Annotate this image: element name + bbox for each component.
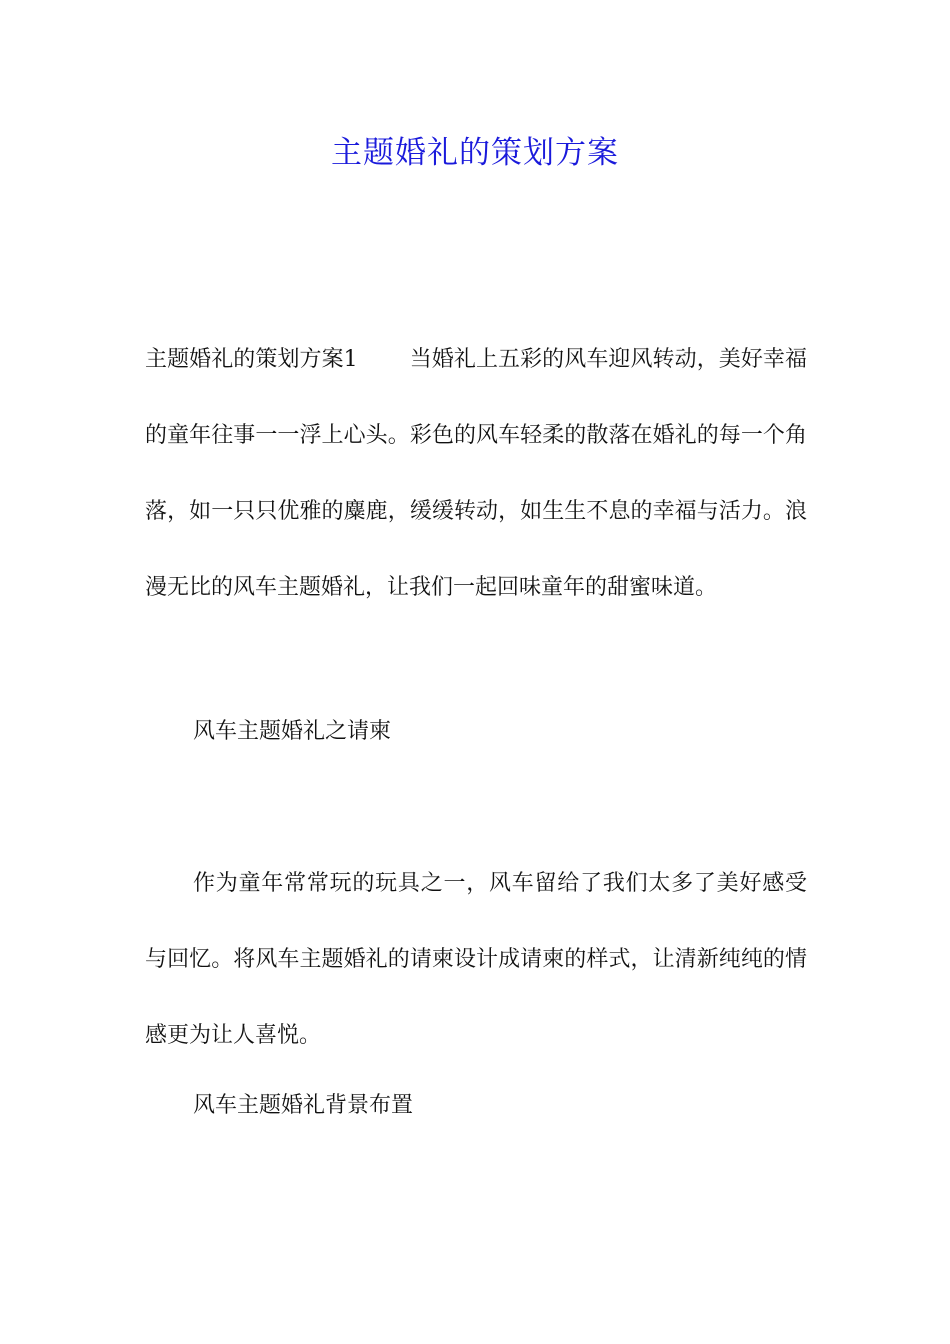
section-heading-invitation: 风车主题婚礼之请柬 [193,719,392,744]
paragraph-text: 当婚礼上五彩的风车迎风转动，美好幸福的童年往事一一浮上心头。彩色的风车轻柔的散落在婚礼的每一个角落，如一只只优雅的麋鹿，缓缓转动，如生生不息的幸福与活力。浪漫无比的风车主题婚礼，让我们一起回味童年的甜蜜味道。 [145,347,807,600]
section-heading-background: 风车主题婚礼背景布置 [193,1093,414,1118]
paragraph-invitation: 作为童年常常玩的玩具之一，风车留给了我们太多了美好感受与回忆。将风车主题婚礼的请柬设计成请柬的样式，让清新纯纯的情感更为让人喜悦。 [145,871,807,1048]
paragraph-intro [145,322,807,626]
paragraph-lead: 主题婚礼的策划方案1 [145,347,358,372]
document-title: 主题婚礼的策划方案 [331,135,619,171]
